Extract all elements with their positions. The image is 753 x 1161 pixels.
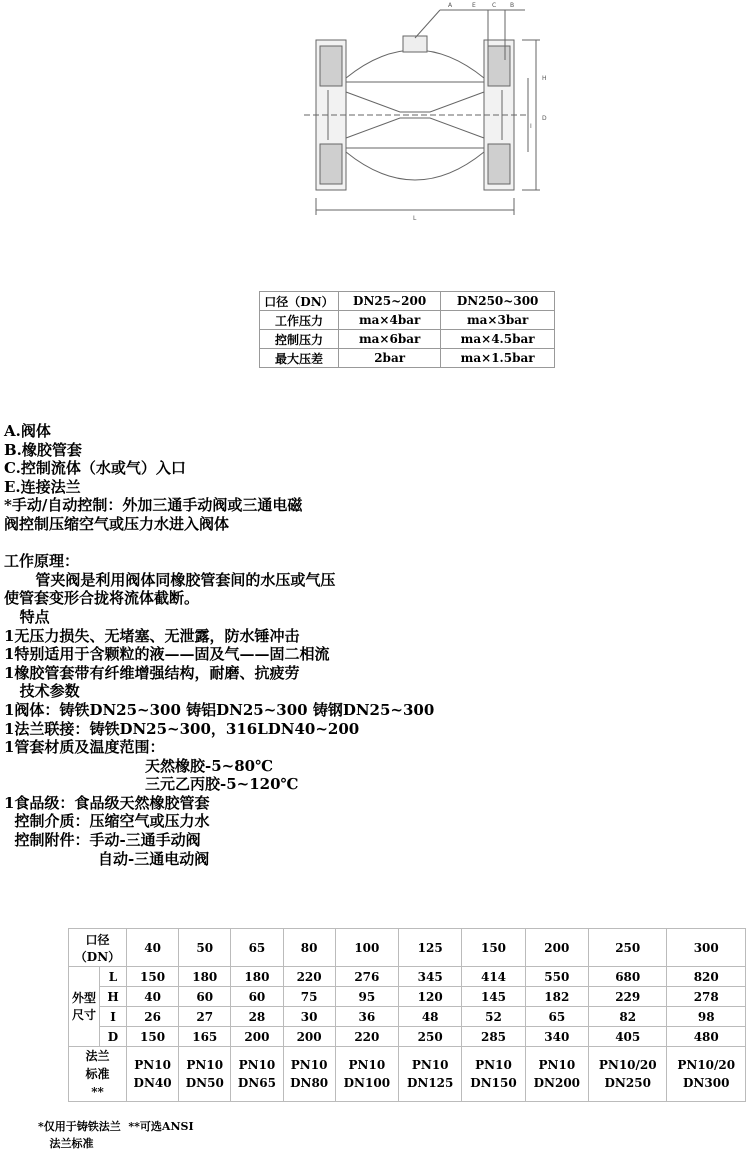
dim-cell: 180: [231, 967, 283, 987]
text-line: 工作原理：: [4, 552, 80, 571]
dimension-row: [69, 987, 746, 1007]
footnote-line: 法兰标准: [38, 1137, 94, 1150]
dim-cell: 60: [179, 987, 231, 1007]
flange-cell: PN10 DN150: [462, 1047, 525, 1102]
dn-cell: 65: [231, 929, 283, 967]
dim-cell: 150: [127, 1027, 179, 1047]
text-line: 阀控制压缩空气或压力水进入阀体: [4, 514, 230, 533]
dn-label: 口径（DN）: [69, 929, 127, 967]
flange-cell: PN10 DN125: [399, 1047, 462, 1102]
pressure-header-cell: DN25~200: [339, 292, 441, 311]
drawing-letter-e: E: [472, 2, 476, 9]
text-line: 1无压力损失、无堵塞、无泄露，防水锤冲击: [4, 626, 300, 645]
dimension-table-header: [69, 929, 746, 967]
text-line: 特点: [4, 607, 50, 626]
flange-cell: PN10/20 DN250: [589, 1047, 667, 1102]
dn-cell: 80: [283, 929, 335, 967]
text-line: [4, 534, 744, 553]
dim-cell: 220: [335, 1027, 398, 1047]
dim-cell: 75: [283, 987, 335, 1007]
text-line: C.控制流体（水或气）入口: [4, 459, 186, 478]
dim-cell: 98: [667, 1007, 746, 1027]
pressure-cell: 2bar: [339, 349, 441, 368]
dim-cell: 60: [231, 987, 283, 1007]
dim-group-label: 外型尺寸: [69, 967, 100, 1047]
dimension-table: [68, 928, 746, 1102]
dim-cell: 145: [462, 987, 525, 1007]
description-text: [4, 422, 744, 868]
text-line: B.橡胶管套: [4, 440, 82, 459]
pressure-header-cell: 口径（DN）: [260, 292, 339, 311]
pressure-table-row: [260, 330, 555, 349]
dn-cell: 40: [127, 929, 179, 967]
dim-cell: 27: [179, 1007, 231, 1027]
dim-cell: 480: [667, 1027, 746, 1047]
text-line: 技术参数: [4, 682, 80, 701]
dim-cell: 250: [399, 1027, 462, 1047]
dn-cell: 125: [399, 929, 462, 967]
dim-label: I: [100, 1007, 127, 1027]
drawing-letter-b: B: [510, 2, 515, 9]
dim-cell: 200: [231, 1027, 283, 1047]
text-line: 1特别适用于含颗粒的液——固及气——固二相流: [4, 645, 330, 664]
pressure-cell: ma×3bar: [441, 311, 555, 330]
dim-cell: 405: [589, 1027, 667, 1047]
dn-cell: 50: [179, 929, 231, 967]
dim-cell: 680: [589, 967, 667, 987]
text-line: 1管套材质及温度范围：: [4, 738, 165, 757]
pressure-table-header: [260, 292, 555, 311]
text-line: 1阀体：铸铁DN25~300 铸铝DN25~300 铸钢DN25~300: [4, 700, 435, 719]
dim-cell: 95: [335, 987, 398, 1007]
flange-label: 法兰标准**: [69, 1047, 127, 1102]
pressure-cell: ma×1.5bar: [441, 349, 555, 368]
text-line: 管夹阀是利用阀体同橡胶管套间的水压或气压: [4, 570, 336, 589]
dim-cell: 182: [525, 987, 588, 1007]
dim-cell: 40: [127, 987, 179, 1007]
dim-cell: 229: [589, 987, 667, 1007]
flange-cell: PN10 DN100: [335, 1047, 398, 1102]
dim-cell: 276: [335, 967, 398, 987]
drawing-letter-a: A: [448, 2, 453, 9]
dim-cell: 30: [283, 1007, 335, 1027]
dim-cell: 65: [525, 1007, 588, 1027]
text-line: 天然橡胶-5~80℃: [4, 756, 274, 775]
dim-label: D: [100, 1027, 127, 1047]
pressure-cell: 工作压力: [260, 311, 339, 330]
dim-cell: 340: [525, 1027, 588, 1047]
pressure-cell: 最大压差: [260, 349, 339, 368]
text-line: 使管套变形合拢将流体截断。: [4, 589, 200, 608]
flange-cell: PN10 DN200: [525, 1047, 588, 1102]
dim-letter-h: H: [542, 75, 547, 82]
pressure-table-row: [260, 349, 555, 368]
dn-cell: 300: [667, 929, 746, 967]
dim-cell: 278: [667, 987, 746, 1007]
footnote: [38, 1118, 194, 1152]
text-line: 自动-三通电动阀: [4, 849, 210, 868]
flange-row: [69, 1047, 746, 1102]
dim-cell: 26: [127, 1007, 179, 1027]
footnote-line: *仅用于铸铁法兰 **可选ANSI: [38, 1120, 194, 1133]
dim-cell: 550: [525, 967, 588, 987]
dim-cell: 150: [127, 967, 179, 987]
text-line: 三元乙丙胶-5~120℃: [4, 775, 299, 794]
dim-cell: 28: [231, 1007, 283, 1027]
dn-cell: 200: [525, 929, 588, 967]
text-line: 控制附件：手动-三通手动阀: [4, 831, 201, 850]
dim-cell: 52: [462, 1007, 525, 1027]
dim-cell: 48: [399, 1007, 462, 1027]
dim-label: H: [100, 987, 127, 1007]
pressure-cell: ma×6bar: [339, 330, 441, 349]
flange-cell: PN10 DN65: [231, 1047, 283, 1102]
text-line: 1法兰联接：铸铁DN25~300，316LDN40~200: [4, 719, 360, 738]
dim-cell: 82: [589, 1007, 667, 1027]
dim-cell: 285: [462, 1027, 525, 1047]
dimension-row: [69, 967, 746, 987]
flange-cell: PN10/20 DN300: [667, 1047, 746, 1102]
dim-cell: 345: [399, 967, 462, 987]
pressure-table-row: [260, 311, 555, 330]
dimension-row: [69, 1027, 746, 1047]
dim-cell: 200: [283, 1027, 335, 1047]
text-line: 1橡胶管套带有纤维增强结构，耐磨、抗疲劳: [4, 663, 300, 682]
dn-cell: 250: [589, 929, 667, 967]
text-line: *手动/自动控制：外加三通手动阀或三通电磁: [4, 496, 303, 515]
dim-cell: 36: [335, 1007, 398, 1027]
text-line: A.阀体: [4, 422, 51, 440]
drawing-letter-c: C: [492, 2, 497, 9]
dim-letter-l: L: [413, 215, 417, 222]
dn-cell: 100: [335, 929, 398, 967]
dn-cell: 150: [462, 929, 525, 967]
pressure-cell: ma×4.5bar: [441, 330, 555, 349]
pressure-header-cell: DN250~300: [441, 292, 555, 311]
flange-cell: PN10 DN50: [179, 1047, 231, 1102]
text-line: E.连接法兰: [4, 477, 81, 496]
pressure-cell: 控制压力: [260, 330, 339, 349]
text-line: 控制介质：压缩空气或压力水: [4, 812, 210, 831]
dim-cell: 820: [667, 967, 746, 987]
dimension-row: [69, 1007, 746, 1027]
text-line: 1食品级：食品级天然橡胶管套: [4, 793, 210, 812]
dim-letter-i: I: [530, 123, 532, 130]
dim-label: L: [100, 967, 127, 987]
pressure-table: [259, 291, 555, 368]
dim-cell: 120: [399, 987, 462, 1007]
flange-cell: PN10 DN40: [127, 1047, 179, 1102]
dim-letter-d: D: [542, 115, 547, 122]
dim-cell: 220: [283, 967, 335, 987]
dim-cell: 165: [179, 1027, 231, 1047]
valve-drawing: [300, 0, 550, 225]
dim-cell: 414: [462, 967, 525, 987]
pressure-cell: ma×4bar: [339, 311, 441, 330]
flange-cell: PN10 DN80: [283, 1047, 335, 1102]
dim-cell: 180: [179, 967, 231, 987]
